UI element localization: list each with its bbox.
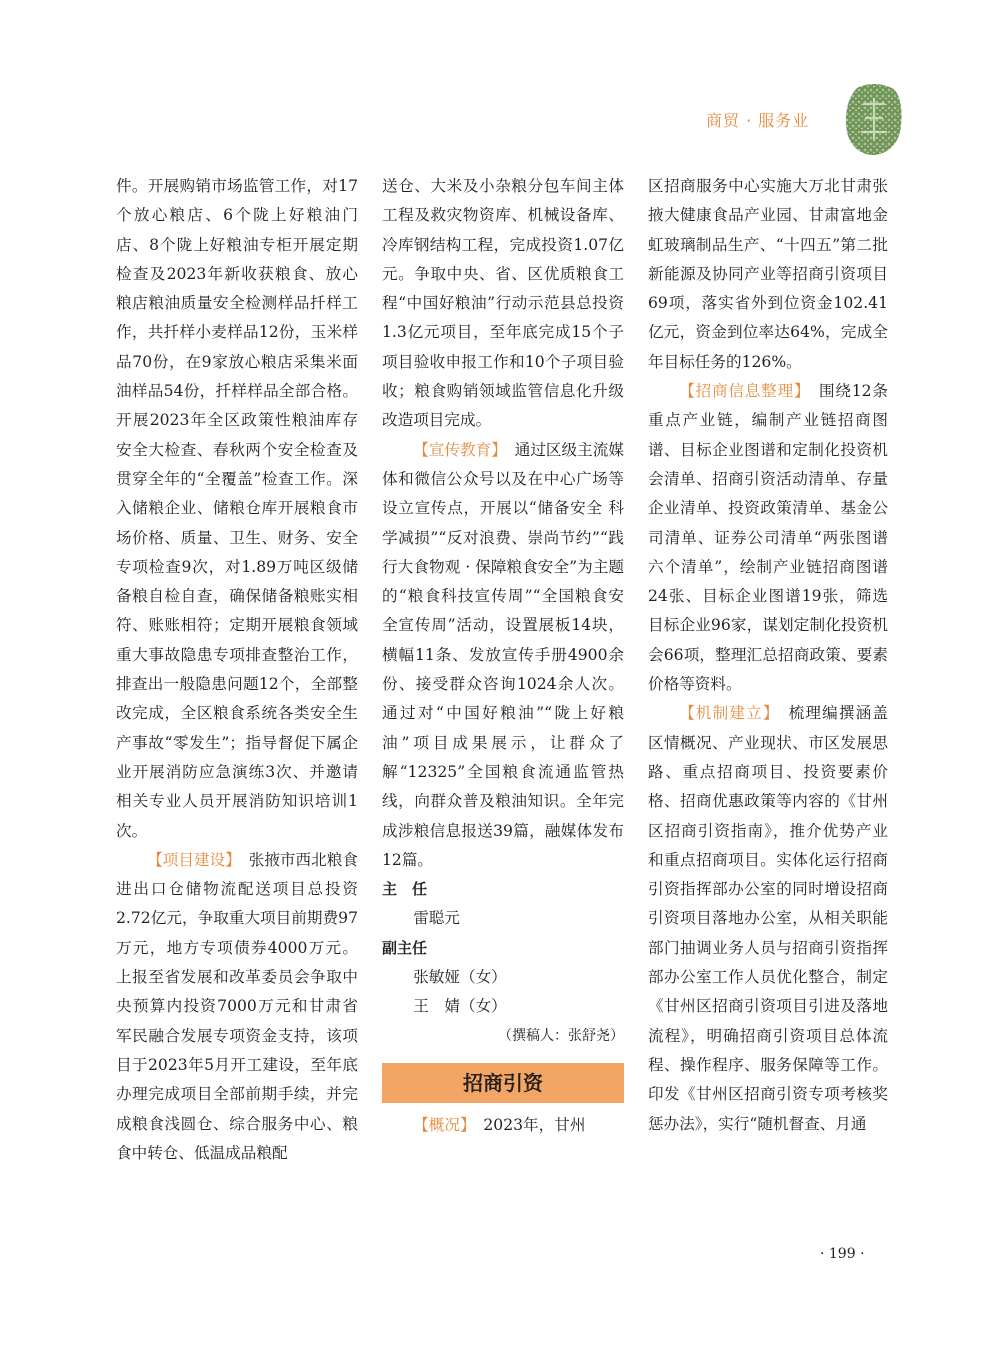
paragraph: 件。开展购销市场监管工作，对17个放心粮店、6个陇上好粮油门店、8个陇上好粮油专柜开展定期检查及2023年新收获粮食、放心粮店粮油质量安全检测样品扦样工作，共扦样小麦样品12份，玉米样品70份，在9家放心粮店采集米面油样品54份，扦样样品全部合格。开展2023年全区政策性粮油库存安全大检查、春秋两个安全检查及贯穿全年的“全覆盖”检查工作。深入储粮企业、储粮仓库开展粮食市场价格、质量、卫生、财务、安全专项检查9次，对1.89万吨区级储备粮自检自查，确保储备粮账实相符、账账相符；定期开展粮食领域重大事故隐患专项排查整治工作，排查出一般隐患问题12个，全部整改完成，全区粮食系统各类安全生产事故“零发生”；指导督促下属企业开展消防应急演练3次、并邀请相关专业人员开展消防知识培训1次。 [116, 177, 358, 840]
paragraph-text: 张掖市西北粮食进出口仓储物流配送项目总投资2.72亿元，争取重大项目前期费97万元，地方专项债券4000万元。上报至省发展和改革委员会争取中央预算内投资7000万元和甘肃省军民融合发展专项资金支持，该项目于2023年5月开工建设，至年底办理完成项目全部前期手续，并完成粮食浅圆仓、综合服务中心、粮食中转仓、低温成品粮配 [116, 850, 358, 1162]
paragraph [648, 699, 888, 1138]
section-tag: 【招商信息整理】 [679, 382, 803, 401]
paragraph-text: 梳理编撰涵盖区情概况、产业现状、市区发展思路、重点招商项目、投资要素价格、招商优惠政策等内容的《甘州区招商引资指南》，推介优势产业和重点招商项目。实体化运行招商引资指挥部办公室的同时增设招商引资项目落地办公室，从相关职能部门抽调业务人员与招商引资指挥部办公室工作人员优化整合，制定《甘州区招商引资项目引进及落地流程》，明确招商引资项目总体流程、操作程序、服务保障等工作。印发《甘州区招商引资专项考核奖惩办法》，实行“随机督查、月通 [648, 704, 888, 1133]
section-label: 商贸 · 服务业 [706, 111, 810, 130]
section-heading: 招商引资 [382, 1063, 624, 1103]
page-number: · 199 · [820, 1246, 865, 1262]
section-tag: 【机制建立】 [679, 704, 772, 723]
paragraph: 送仓、大米及小杂粮分包车间主体工程及救灾物资库、机械设备库、冷库钢结构工程，完成投资1.07亿元。争取中央、省、区优质粮食工程“中国好粮油”行动示范县总投资1.3亿元项目，至年底完成15个子项目验收申报工作和10个子项目验收；粮食购销领域监管信息化升级改造项目完成。 [382, 177, 624, 430]
person-name: 雷聪元 [413, 909, 460, 928]
paragraph-text: 围绕12条重点产业链，编制产业链招商图谱、目标企业图谱和定制化投资机会清单、招商引资活动清单、存量企业清单、投资政策清单、基金公司清单、证券公司清单“两张图谱六个清单”，绘制产业链招商图谱24张、目标企业图谱19张，筛选目标企业96家，谋划定制化投资机会66项，整理汇总招商政策、要素价格等资料。 [648, 382, 888, 694]
seal-emblem [845, 82, 903, 156]
role-title: 副主任 [382, 938, 428, 957]
author-credit: （撰稿人：张舒尧） [498, 1027, 624, 1044]
person-name: 张敏娅（女） [413, 968, 507, 987]
column-3 [648, 172, 888, 1139]
paragraph: 区招商服务中心实施大万北甘肃张掖大健康食品产业园、甘肃富地金虹玻璃制品生产、“十四五”第二批新能源及协同产业等招商引资项目69项，落实省外到位资金102.41亿元，资金到位率达64%，完成全年目标任务的126%。 [648, 177, 888, 371]
role-title: 主 任 [382, 880, 428, 899]
paragraph [382, 1111, 624, 1140]
paragraph [116, 846, 358, 1168]
column-1 [116, 172, 358, 1168]
section-tag: 【宣传教育】 [413, 440, 500, 459]
paragraph-text: 2023年，甘州 [483, 1115, 586, 1134]
paragraph-text: 通过区级主流媒体和微信公众号以及在中心广场等设立宣传点，开展以“储备安全 科学减损”“反对浪费、崇尚节约”“践行大食物观 · 保障粮食安全”为主题的“粮食科技宣传周”“全国粮食安全宣传周”活动，设置展板14块，横幅11条、发放宣传手册4900余份、接受群众咨询1024余人次。通过对“中国好粮油”“陇上好粮油”项目成果展示，让群众了解“12325”全国粮食流通监管热线，向群众普及粮油知识。全年完成涉粮信息报送39篇，融媒体发布12篇。 [382, 440, 624, 869]
section-tag: 【项目建设】 [147, 850, 234, 869]
paragraph [648, 377, 888, 699]
person-name: 王 婧（女） [413, 997, 507, 1016]
section-tag: 【概况】 [413, 1115, 468, 1134]
paragraph [382, 436, 624, 875]
column-2 [382, 172, 624, 1140]
